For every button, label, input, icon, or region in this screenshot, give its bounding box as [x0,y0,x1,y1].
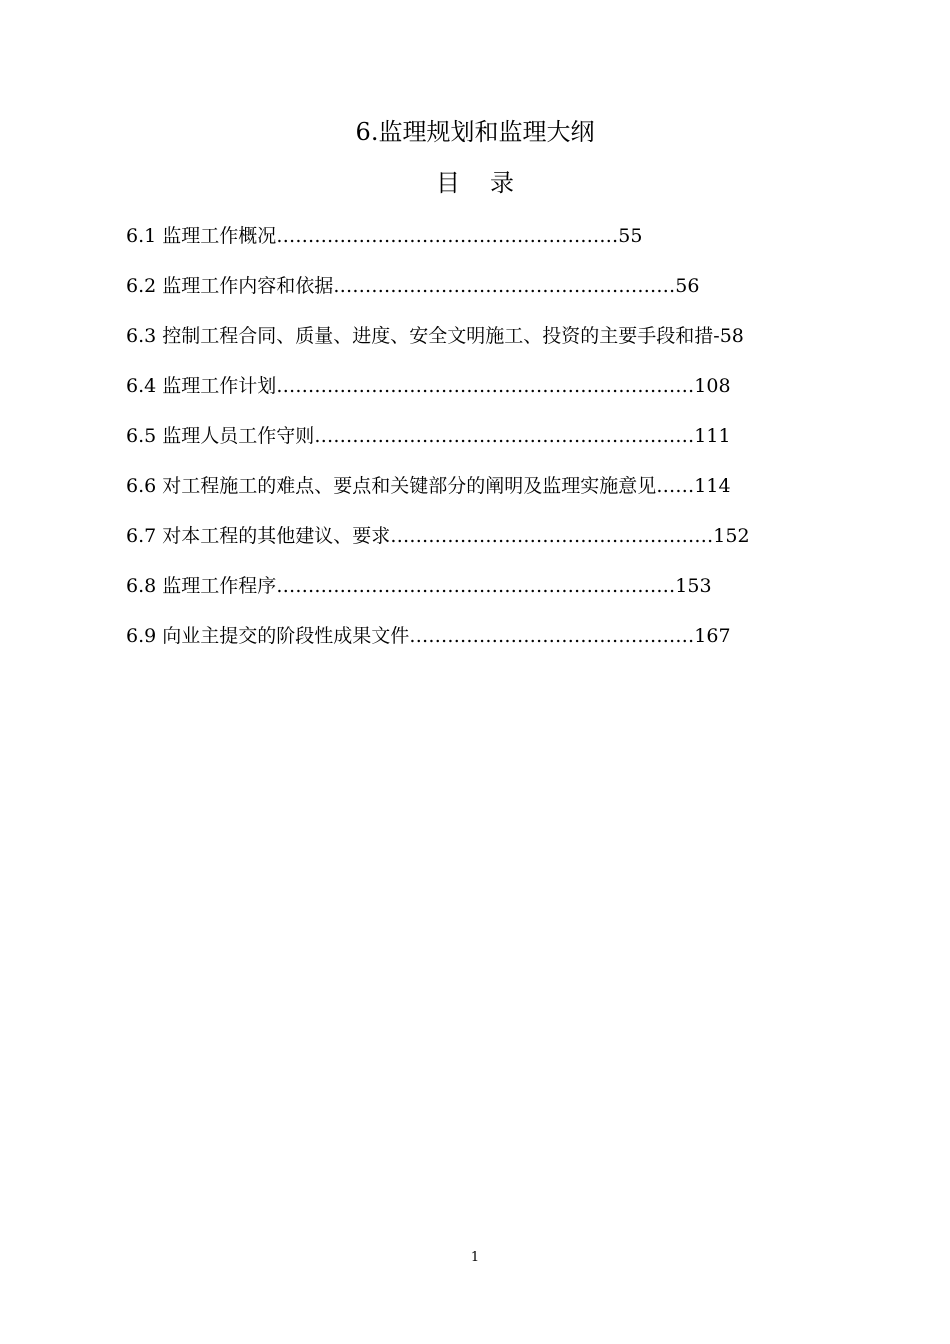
toc-entry-6-3[interactable] [126,320,846,370]
toc-entry-text: 对本工程的其他建议、要求 [162,525,391,547]
toc-entry-6-7[interactable] [126,520,846,570]
toc-entry-leader: ……………………………………………………… [276,575,676,597]
table-of-contents [126,220,846,670]
toc-entry-number: 6.4 [126,375,157,397]
toc-entry-number: 6.2 [126,275,157,297]
toc-entry-page: 152 [713,525,750,547]
document-title: 6.监理规划和监理大纲 [355,118,595,146]
toc-entry-6-9[interactable] [126,620,846,670]
toc-entry-page: 153 [675,575,712,597]
toc-entry-page: 111 [694,425,731,447]
toc-entry-text: 监理工作程序 [162,575,277,597]
toc-entry-leader: ……………………………………………… [276,225,619,247]
toc-entry-leader: …… [656,475,695,497]
toc-entry-leader: …………………………………………… [390,525,714,547]
toc-entry-page: 58 [719,325,744,347]
toc-entry-number: 6.8 [126,575,157,597]
toc-entry-page: 108 [694,375,731,397]
toc-entry-page: 55 [618,225,643,247]
toc-entry-number: 6.9 [126,625,157,647]
toc-entry-6-5[interactable] [126,420,846,470]
toc-entry-number: 6.6 [126,475,157,497]
toc-entry-leader: ………………………………………………………… [276,375,695,397]
toc-entry-text: 监理工作概况 [162,225,277,247]
toc-entry-page: 167 [694,625,731,647]
toc-entry-text: 监理人员工作守则 [162,425,315,447]
toc-heading: 目录 [436,169,544,197]
toc-entry-leader: ……………………………………… [409,625,695,647]
toc-entry-page: 56 [675,275,700,297]
toc-entry-number: 6.1 [126,225,157,247]
toc-entry-number: 6.7 [126,525,157,547]
toc-entry-page: 114 [694,475,731,497]
toc-entry-leader: ……………………………………………… [333,275,676,297]
toc-entry-6-6[interactable] [126,470,846,520]
toc-entry-number: 6.5 [126,425,157,447]
toc-entry-6-1[interactable] [126,220,846,270]
toc-entry-6-4[interactable] [126,370,846,420]
toc-entry-leader: - [713,325,720,347]
toc-entry-leader: …………………………………………………… [314,425,695,447]
toc-entry-text: 监理工作内容和依据 [162,275,334,297]
page-number: 1 [470,1250,480,1265]
toc-entry-text: 监理工作计划 [162,375,277,397]
toc-entry-text: 对工程施工的难点、要点和关键部分的阐明及监理实施意见 [162,475,657,497]
toc-entry-number: 6.3 [126,325,157,347]
toc-entry-6-8[interactable] [126,570,846,620]
toc-entry-6-2[interactable] [126,270,846,320]
toc-entry-text: 控制工程合同、质量、进度、安全文明施工、投资的主要手段和措 [162,325,714,347]
toc-entry-text: 向业主提交的阶段性成果文件 [162,625,410,647]
